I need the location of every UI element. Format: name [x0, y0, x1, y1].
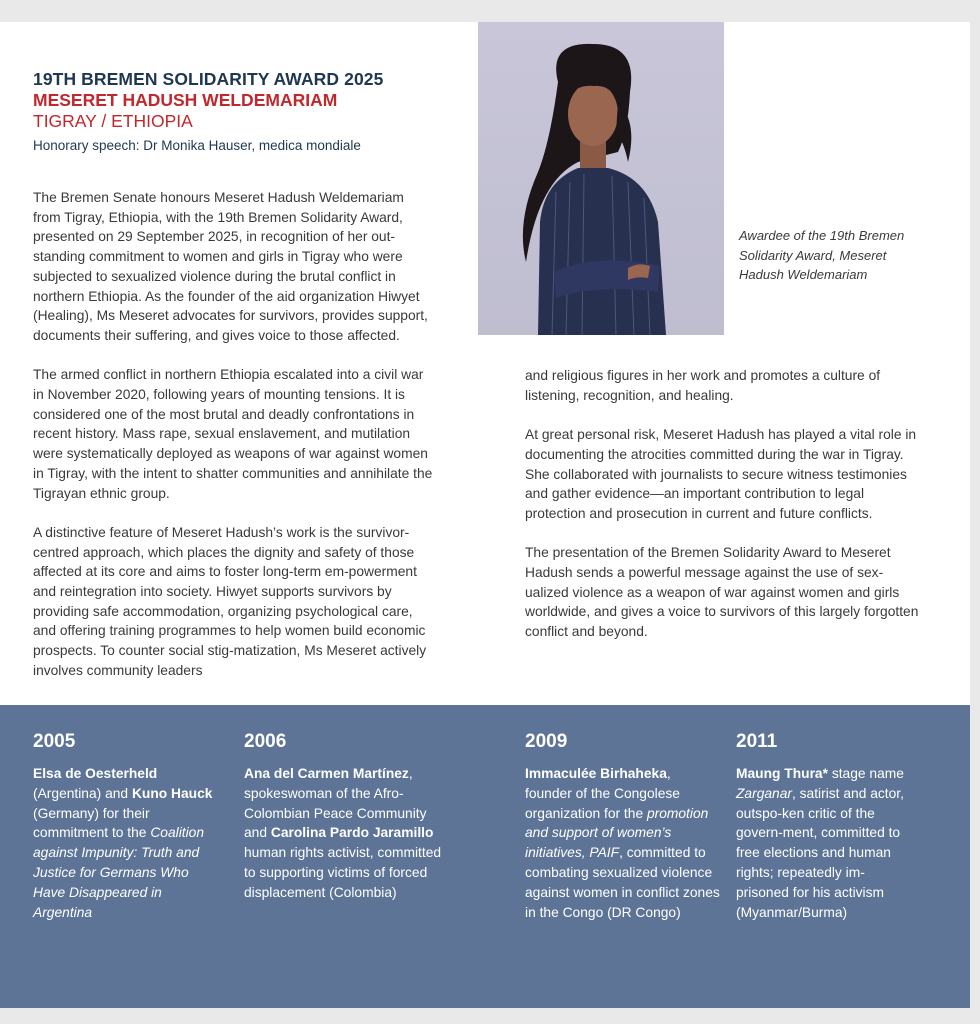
- laureate-entry: [33, 731, 218, 922]
- laureate-text: , committed to combating sexualized violence against women in conflict zones in the Congo (DR Congo): [525, 845, 720, 920]
- laureate-description: [244, 764, 444, 903]
- laureate-entry: [244, 731, 444, 903]
- laureate-year: 2006: [244, 731, 287, 752]
- document-page: [0, 22, 970, 1008]
- article-section: [0, 22, 970, 705]
- laureate-name: Elsa de Oesterheld: [33, 766, 158, 781]
- laureate-name: Kuno Hauck: [131, 785, 213, 801]
- laureate-year: 2009: [525, 731, 568, 752]
- laureate-text: (Germany) for their commitment to the: [33, 805, 151, 841]
- laureate-text: , satirist and actor, outspo-ken critic of the govern-ment, committed to free elections and human rights; repeatedly im-prisoned for his activism (Myanmar/Burma): [736, 785, 904, 920]
- laureate-year: 2011: [736, 731, 778, 752]
- portrait-illustration: [478, 22, 724, 335]
- laureate-italic-text: promotion and support of women’s initiatives, PAIF: [525, 805, 709, 861]
- past-laureates-band: [0, 705, 970, 1008]
- paragraph: and religious figures in her work and promotes a culture of listening, recognition, and healing.: [525, 368, 881, 403]
- laureate-italic-text: Zarganar: [736, 785, 792, 801]
- laureate-entry: [525, 731, 720, 922]
- awardee-location: TIGRAY / ETHIOPIA: [33, 111, 193, 131]
- laureate-description: [736, 764, 916, 922]
- laureate-year: 2005: [33, 731, 76, 752]
- laureate-description: [525, 764, 720, 922]
- photo-caption: Awardee of the 19th Bremen Solidarity Award, Meseret Hadush Weldemariam: [739, 228, 905, 283]
- laureate-entry: [736, 731, 916, 922]
- laureate-text: , spokeswoman of the Afro-Colombian Peace Community and: [244, 766, 427, 841]
- paragraph: The Bremen Senate honours Meseret Hadush Weldemariam from Tigray, Ethiopia, with the 19th Bremen Solidarity Award, presented on 29 September 2025, in recognition of her out-standing commitment to women and girls in Tigray who were subjected to sexualized violence during the brutal conflict in northern Ethiopia. As the founder of the aid organization Hiwyet (Healing), Ms Meseret advocates for survivors, provides support, documents their suffering, and gives voice to those affected.: [33, 190, 428, 343]
- body-column-right: [525, 366, 925, 662]
- laureate-name: Carolina Pardo Jaramillo: [270, 825, 434, 841]
- paragraph: The presentation of the Bremen Solidarity Award to Meseret Hadush sends a powerful message against the use of sex-ualized violence as a weapon of war against women and girls worldwide, and gives a voice to survivors of this largely forgotten conflict and beyond.: [525, 545, 919, 640]
- laureate-name: Maung Thura*: [736, 766, 828, 781]
- awardee-name: MESERET HADUSH WELDEMARIAM: [33, 90, 338, 110]
- article-header: [33, 68, 453, 155]
- laureate-text: stage name: [827, 766, 904, 781]
- paragraph: At great personal risk, Meseret Hadush has played a vital role in documenting the atrocities committed during the war in Tigray. She collaborated with journalists to secure witness testimonies and gather evidence—an important contribution to legal protection and prosecution in current and future conflicts.: [525, 427, 917, 521]
- laureate-italic-text: Coalition against Impunity: Truth and Justice for Germans Who Have Disappeared in Argentina: [33, 825, 205, 920]
- laureate-description: [33, 764, 218, 922]
- laureate-text: human rights activist, committed to supporting victims of forced displacement (Colombia): [244, 845, 442, 900]
- paragraph: A distinctive feature of Meseret Hadush’s work is the survivor-centred approach, which places the dignity and safety of those affected at its core and aims to foster long-term em-powerment and reintegration into society. Hiwyet supports survivors by providing safe accommodation, organizing psychological care, and offering training programmes to help women build economic prospects. To counter social stig-matization, Ms Meseret actively involves community leaders: [33, 524, 427, 678]
- laureate-name: Ana del Carmen Martínez: [244, 766, 409, 781]
- laureate-text: (Argentina) and: [33, 785, 132, 801]
- body-column-left: [33, 188, 433, 700]
- awardee-photo: [478, 22, 724, 335]
- laureate-text: , founder of the Congolese organization for the: [525, 766, 680, 821]
- laureate-name: Immaculée Birhaheka: [525, 766, 667, 781]
- award-title: 19TH BREMEN SOLIDARITY AWARD 2025: [33, 69, 384, 89]
- paragraph: The armed conflict in northern Ethiopia escalated into a civil war in November 2020, following years of mounting tensions. It is considered one of the most brutal and deadly confrontations in recent history. Mass rape, sexual enslavement, and mutilation were systematically deployed as weapons of war against women in Tigray, with the intent to shatter communities and annihilate the Tigrayan ethnic group.: [33, 367, 433, 501]
- honorary-speech: Honorary speech: Dr Monika Hauser, medica mondiale: [33, 138, 361, 153]
